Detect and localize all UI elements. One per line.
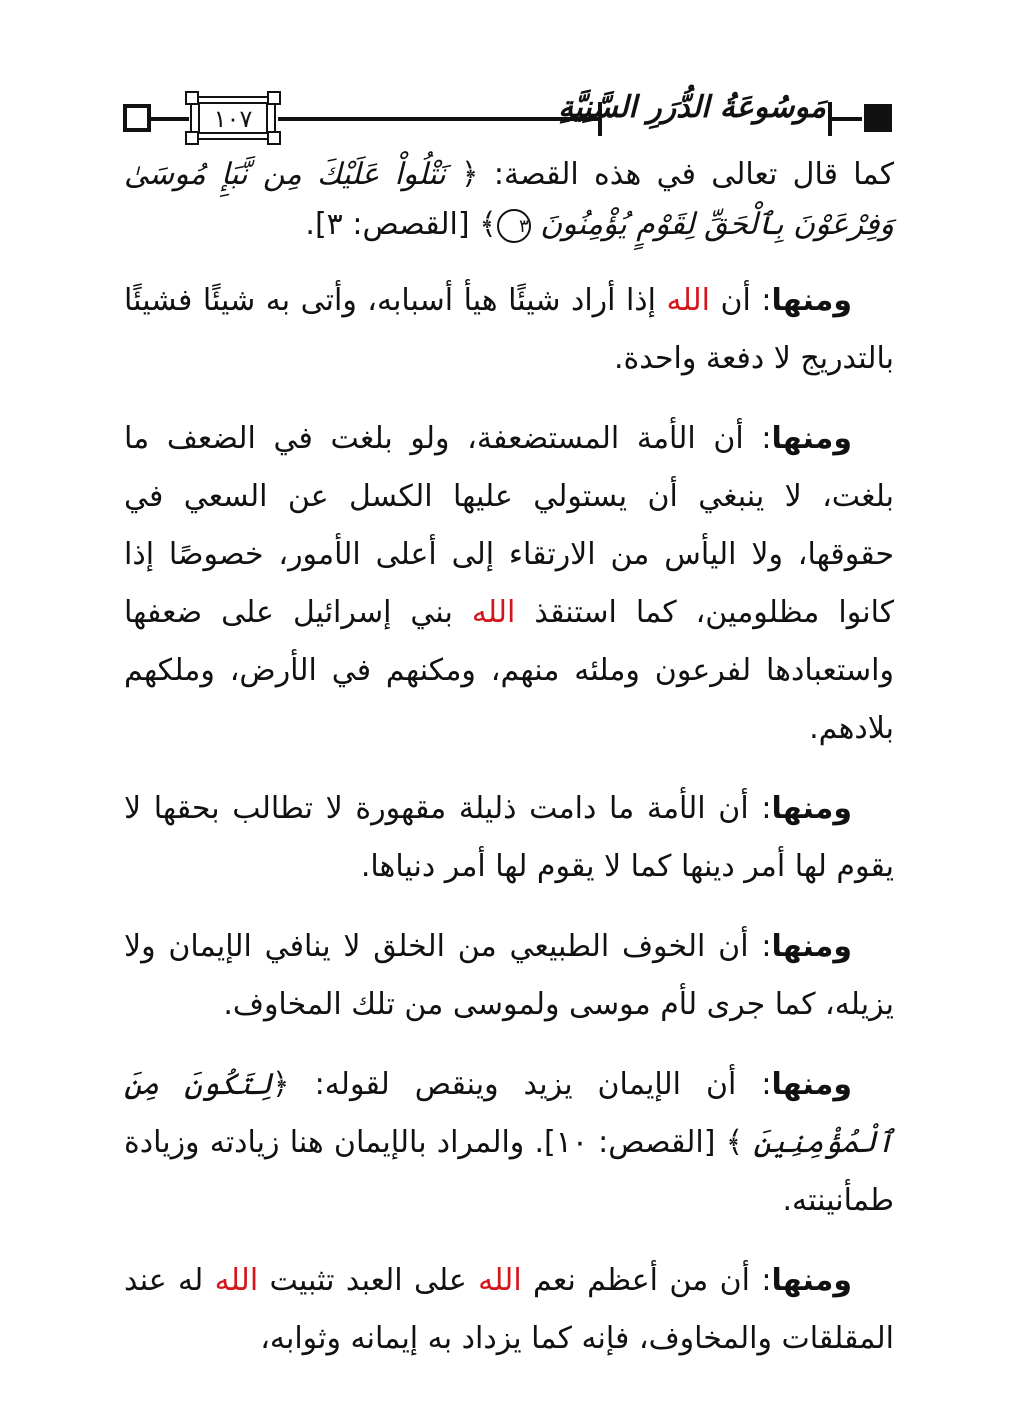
verse-reference: [القصص: ١٠]. والمراد بالإيمان هنا زيادته وزيادة طمأنينته. [124,1125,894,1218]
header-rule [151,117,189,121]
paragraph-text: : أن من أعظم نعم [521,1263,772,1298]
ayah-number-marker: ٣ [497,209,531,243]
divine-name: الله [478,1263,522,1298]
quran-verse: نَتْلُواْ عَلَيْكَ مِن نَّبَإِ مُوسَىٰ وَفِرْعَوْنَ بِٱلْحَقِّ لِقَوْمٍ يُؤْمِنُونَ [124,157,894,242]
paragraph-lead: ومنها [771,929,852,964]
verse-reference: [القصص: ٣]. [305,207,480,242]
quran-open-bracket: ﴿ [272,1067,290,1102]
paragraph-lead: ومنها [771,1067,852,1102]
page-number-frame [190,96,276,140]
paragraph-benefit-4 [124,918,894,1034]
paragraph-text: بني إسرائيل على ضعفها واستعبادها لفرعون وملئه منهم، ومكنهم في الأرض، وملكهم بلادهم. [124,595,894,746]
quran-close-bracket: ﴾ [479,207,497,242]
header-rule [830,117,862,121]
paragraph-text: على العبد تثبيت [258,1263,479,1298]
page-body [124,150,894,1368]
divine-name: الله [214,1263,259,1298]
paragraph-text: : أن الخوف الطبيعي من الخلق لا ينافي الإيمان ولا يزيله، كما جرى لأم موسى ولموسى من تلك المخاوف. [124,929,894,1022]
paragraph-benefit-2 [124,410,894,758]
quran-open-bracket: ﴿ [461,157,479,192]
paragraph-text: كما قال تعالى في هذه القصة: [478,157,895,192]
frame-corner [267,91,281,105]
frame-corner [185,131,199,145]
paragraph-lead: ومنها [771,1263,852,1298]
quran-close-bracket: ﴾ [725,1125,744,1160]
header-ornament-hollow-square [123,104,151,132]
paragraph-benefit-3 [124,780,894,896]
paragraph-lead: ومنها [771,283,852,318]
paragraph-text: : أن الأمة ما دامت ذليلة مقهورة لا تطالب بحقها لا يقوم لها أمر دينها كما لا يقوم لها أمر دنياها. [124,791,894,884]
page-header [0,0,1015,150]
paragraph-text: : أن الأمة المستضعفة، ولو بلغت في الضعف ما بلغت، لا ينبغي أن يستولي عليها الكسل عن السعي في حقوقها، ولا اليأس من الارتقاء إلى أعلى الأمور، خصوصًا إذا كانوا مظلومين، كما استنقذ [124,421,894,630]
paragraph-benefit-6 [124,1252,894,1368]
paragraph-lead: ومنها [771,421,852,456]
paragraph-text: إذا أراد شيئًا هيأ أسبابه، وأتى به شيئًا فشيئًا بالتدريج لا دفعة واحدة. [124,283,894,376]
series-title: مَوسُوعَةُ الدُّرَرِ السَّنِيَّةِ [558,90,826,125]
paragraph-text: : أن [709,283,772,318]
paragraph-benefit-5 [124,1056,894,1230]
header-rule [278,117,598,121]
divine-name: الله [471,595,516,630]
paragraph-benefit-1 [124,272,894,388]
divine-name: الله [666,283,710,318]
page-number: ١٠٧ [213,105,253,133]
quran-verse: لِتَكُونَ مِنَ ٱلْمُؤْمِنِينَ [124,1067,894,1160]
paragraph-text: له عند المقلقات والمخاوف، فإنه كما يزداد به إيمانه وثوابه، [124,1263,894,1356]
header-ornament-filled-square [864,104,892,132]
paragraph-text: : أن الإيمان يزيد وينقص لقوله: [289,1067,772,1102]
paragraph-quran-quote [124,150,894,250]
frame-corner [185,91,199,105]
frame-corner [267,131,281,145]
paragraph-lead: ومنها [771,791,852,826]
